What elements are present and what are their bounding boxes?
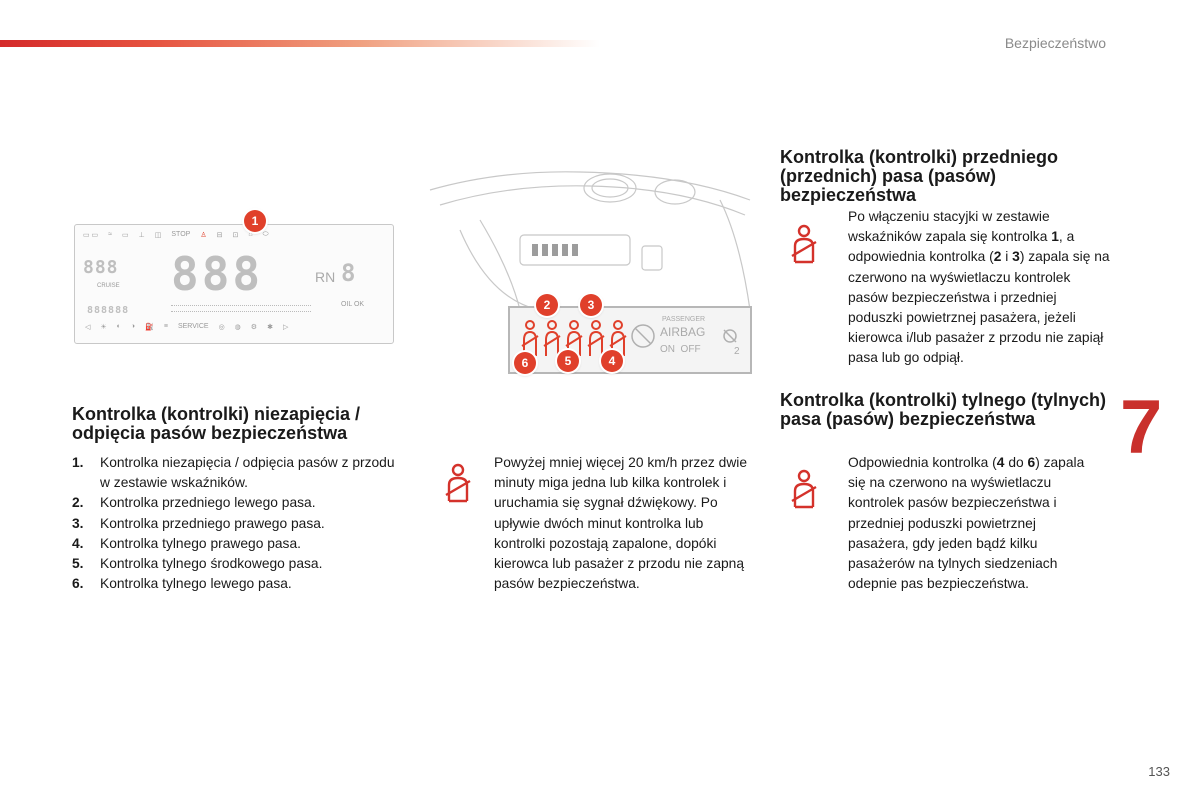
oil-label: OIL OK: [341, 301, 365, 308]
bar-graph: [171, 305, 311, 312]
list-item: [72, 453, 400, 493]
seatbelt-warning-icon: [787, 469, 821, 509]
item-text: Kontrolka przedniego lewego pasa.: [100, 495, 316, 511]
middle-paragraph: Powyżej mniej więcej 20 km/h przez dwie minuty miga jedna lub kilka kontrolek i uruchamia się sygnał dźwiękowy. Po upływie dwóch minut kontrolka lub kontrolki pozostają zapalone, dopóki kierowca lub pasażer z przodu nie zapną pasów bezpieczeństwa.: [494, 455, 748, 592]
item-number: 2.: [72, 495, 84, 511]
section-title: Bezpieczeństwo: [1004, 35, 1106, 51]
header-accent-bar: [0, 40, 600, 47]
service-label: SERVICE: [177, 323, 209, 330]
text-span: , a odpowiednia kontrolka (: [848, 229, 1075, 265]
list-item: [72, 493, 400, 513]
list-item: [72, 534, 400, 554]
gear-segment: 8: [341, 259, 357, 287]
seatbelt-warning-icon: [787, 224, 821, 264]
legend-list: [72, 453, 400, 594]
airbag-top-label: PASSENGER: [662, 316, 706, 323]
front-paragraph: [848, 207, 1110, 369]
instrument-cluster-illustration: [74, 224, 394, 344]
cluster-top-icons: ▭ ▭ ≈ ▭ ⊥ ◫ STOP ♙ ⊟ ⊡ ⌂ ⬭: [83, 231, 269, 239]
airbag-label: AIRBAG: [660, 325, 706, 339]
item-number: 3.: [72, 515, 84, 531]
item-text: Kontrolka niezapięcia / odpięcia pasów z przodu w zestawie wskaźników.: [100, 455, 395, 491]
stop-label: STOP: [171, 231, 191, 238]
seat-number-label: 2: [734, 346, 740, 357]
rear-paragraph: [848, 453, 1098, 594]
callout-6: 6: [514, 352, 536, 374]
seatbelt-warning-icon: [441, 463, 475, 503]
chapter-number: 7: [1120, 385, 1163, 470]
odometer-segment: 888888: [87, 305, 130, 316]
seatbelt-icons-row: [510, 308, 750, 372]
callout-4: 4: [601, 350, 623, 372]
callout-1: 1: [244, 210, 266, 232]
list-item: [72, 574, 400, 594]
seatbelt-airbag-panel: [508, 306, 752, 374]
text-bold: 6: [1027, 455, 1036, 470]
item-number: 4.: [72, 535, 84, 551]
segment-display-small: 888: [83, 257, 119, 278]
text-span: do: [1004, 455, 1028, 470]
text-span: Po włączeniu stacyjki w zestawie wskaźników zapala się kontrolka: [848, 209, 1052, 245]
callout-2: 2: [536, 294, 558, 316]
on-off-label: ON OFF: [660, 344, 701, 355]
text-bold: 1: [1051, 229, 1059, 245]
text-span: i: [1001, 249, 1013, 265]
page-number: 133: [1148, 764, 1170, 779]
item-text: Kontrolka tylnego środkowego pasa.: [100, 556, 323, 572]
overhead-console-illustration: [420, 160, 760, 310]
text-span: ) zapala się na czerwono na wyświetlaczu kontrolek pasów bezpieczeństwa i przedniej poduszki powietrznej pasażera, gdy jeden bądź kilku pasażerów na tylnych siedzeniach odepnie pas bezpieczeństwa.: [848, 455, 1085, 592]
seatbelt-cluster-icon: ♙: [200, 232, 207, 239]
left-heading: Kontrolka (kontrolki) niezapięcia / odpięcia pasów bezpieczeństwa: [72, 404, 361, 443]
item-number: 1.: [72, 455, 84, 470]
rear-heading: Kontrolka (kontrolki) tylnego (tylnych) pasa (pasów) bezpieczeństwa: [780, 390, 1107, 429]
callout-3: 3: [580, 294, 602, 316]
segment-display-big: 888: [171, 247, 264, 301]
list-item: [72, 514, 400, 534]
text-bold: 2: [993, 249, 1002, 265]
gear-label: RN: [315, 269, 336, 285]
item-number: 5.: [72, 556, 84, 572]
front-heading: Kontrolka (kontrolki) przedniego (przednich) pasa (pasów) bezpieczeństwa: [780, 147, 1059, 205]
text-span: Odpowiednia kontrolka (: [848, 455, 997, 470]
callout-5: 5: [557, 350, 579, 372]
text-bold: 4: [996, 455, 1005, 470]
list-item: [72, 554, 400, 574]
item-text: Kontrolka przedniego prawego pasa.: [100, 515, 325, 531]
cluster-bottom-icons: ◁ ☀ ◐ ◑ ⛽ ≡ SERVICE ◎ ◍ ⚙ ✱ ▷: [85, 323, 289, 331]
item-text: Kontrolka tylnego prawego pasa.: [100, 535, 301, 551]
item-number: 6.: [72, 576, 84, 592]
cruise-label: CRUISE: [97, 283, 120, 289]
text-bold: 3: [1012, 249, 1020, 265]
item-text: Kontrolka tylnego lewego pasa.: [100, 576, 292, 592]
text-span: ) zapala się na czerwono na wyświetlaczu kontrolek pasów bezpieczeństwa i przedniej poduszki powietrznej pasażera, jeżeli kierowca i/lub pasażer z przodu nie zapiął pasa lub go odpiął.: [848, 249, 1110, 366]
